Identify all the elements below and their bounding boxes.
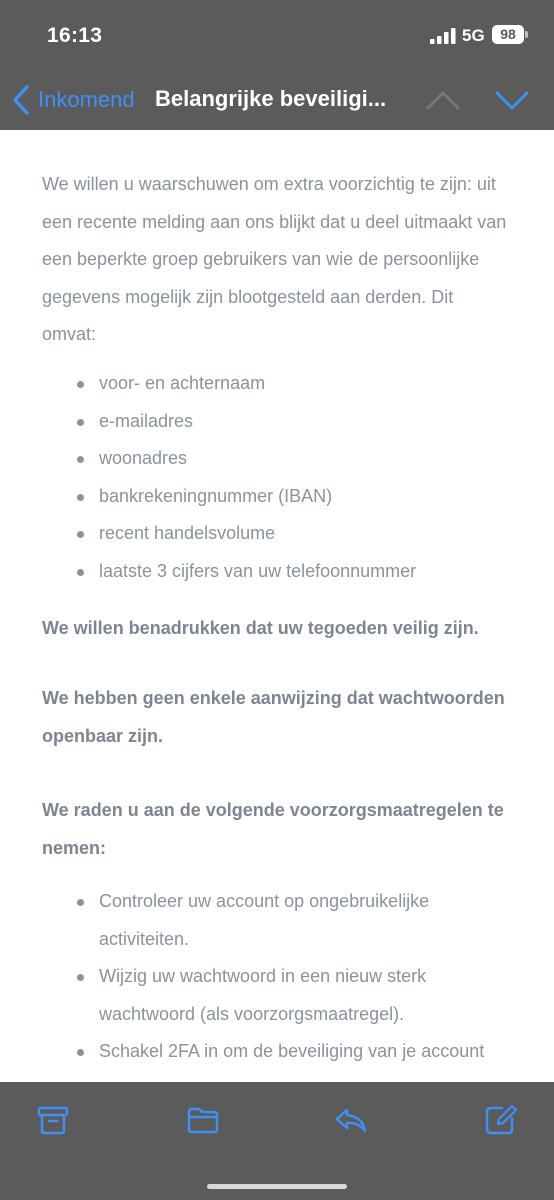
battery-icon: 98 — [492, 25, 524, 44]
home-indicator — [207, 1184, 347, 1189]
back-label: Inkomend — [38, 87, 135, 112]
email-body[interactable] — [0, 130, 554, 1082]
precautions-list — [42, 883, 512, 1071]
chevron-down-icon[interactable] — [493, 84, 531, 116]
status-bar — [0, 0, 554, 70]
email-subject-title: Belangrijke beveiligi... — [155, 86, 387, 111]
bottom-toolbar — [0, 1082, 554, 1200]
battery-tip — [525, 31, 528, 38]
chevron-left-icon — [10, 84, 32, 116]
reply-icon[interactable] — [334, 1104, 368, 1136]
funds-safe-statement: We willen benadrukken dat uw tegoeden veilig zijn. — [42, 618, 479, 638]
compose-icon[interactable] — [484, 1104, 518, 1136]
folder-icon[interactable] — [186, 1104, 220, 1136]
signal-icon — [430, 28, 456, 44]
list-item: Wijzig uw wachtwoord in een nieuw sterk wachtwoord (als voorzorgsmaatregel). — [42, 958, 512, 1033]
status-time: 16:13 — [47, 24, 103, 47]
list-item: recent handelsvolume — [42, 515, 512, 553]
archive-icon[interactable] — [36, 1104, 70, 1136]
list-item: woonadres — [42, 440, 512, 478]
exposed-data-list — [42, 365, 512, 590]
network-type: 5G — [462, 26, 485, 45]
list-item: e-mailadres — [42, 403, 512, 441]
list-item: Controleer uw account op ongebruikelijke activiteiten. — [42, 883, 512, 958]
list-item: laatste 3 cijfers van uw telefoonnummer — [42, 553, 512, 591]
passwords-statement: We hebben geen enkele aanwijzing dat wachtwoorden openbaar zijn. — [42, 688, 505, 746]
list-item: voor- en achternaam — [42, 365, 512, 403]
chevron-up-icon[interactable] — [424, 84, 462, 116]
nav-bar — [0, 70, 554, 130]
list-item: Schakel 2FA in om de beveiliging van je account — [42, 1033, 512, 1071]
intro-paragraph: We willen u waarschuwen om extra voorzichtig te zijn: uit een recente melding aan ons blijkt dat u deel uitmaakt van een beperkte groep gebruikers van wie de persoonlijke gegevens mogelijk zijn blootgesteld aan derden. Dit omvat: — [42, 174, 507, 344]
precautions-heading: We raden u aan de volgende voorzorgsmaatregelen te nemen: — [42, 800, 504, 858]
back-button[interactable] — [10, 82, 135, 118]
list-item: bankrekeningnummer (IBAN) — [42, 478, 512, 516]
